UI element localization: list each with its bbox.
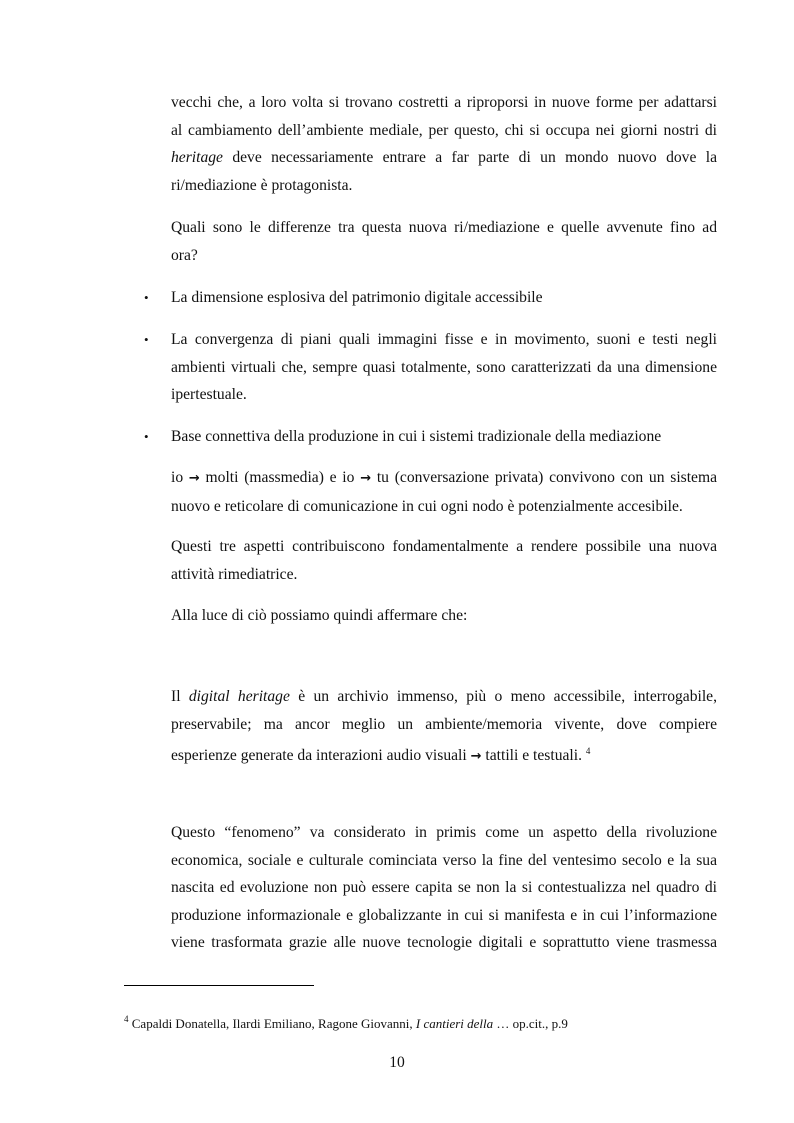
footnote-reference[interactable]: 4: [585, 746, 591, 756]
paragraph-aspects: [171, 533, 717, 588]
text-span: … op.cit., p.9: [493, 1016, 568, 1031]
text-line: viene trasformata grazie alle nuove tecnologie digitali e soprattutto viene trasmessa: [171, 934, 717, 951]
bullet-item: [171, 284, 717, 312]
text-line: preservabile; ma ancor meglio un ambiente/memoria vivente, dove compiere: [171, 715, 717, 733]
text-line: [171, 144, 717, 172]
text-span: molti (massmedia) e io: [199, 469, 361, 486]
text-span: è un archivio immenso, più o meno accessibile, interrogabile,: [289, 688, 717, 705]
text-line: Base connettiva della produzione in cui i sistemi tradizionale della mediazione: [171, 428, 662, 445]
paragraph-communication: [171, 464, 717, 520]
footnote-separator: [124, 985, 314, 986]
text-line: La dimensione esplosiva del patrimonio digitale accessibile: [171, 289, 543, 306]
bullet-item: [171, 423, 717, 451]
bullet-marker: •: [144, 290, 149, 305]
text-line: Quali sono le differenze tra questa nuova ri/mediazione e quelle avvenute fino ad: [171, 219, 717, 236]
footnote: [124, 1010, 724, 1033]
bullet-marker: •: [144, 332, 149, 347]
text-line: nuovo e reticolare di comunicazione in cui ogni nodo è potenzialmente accesibile.: [171, 497, 683, 515]
text-line: vecchi che, a loro volta si trovano costretti a riproporsi in nuove forme per adattarsi: [171, 94, 717, 111]
italic-term: heritage: [171, 149, 223, 166]
text-line: Questi tre aspetti contribuiscono fondamentalmente a rendere possibile una nuova: [171, 538, 717, 555]
page-number: 10: [389, 1054, 405, 1071]
text-line: [171, 464, 717, 493]
text-line: ora?: [171, 246, 198, 264]
italic-term: digital heritage: [188, 688, 290, 705]
text-line: Alla luce di ciò possiamo quindi affermare che:: [171, 607, 468, 624]
text-span: Il: [171, 688, 189, 705]
paragraph-question: [171, 214, 717, 269]
arrow-right-icon: →: [360, 471, 372, 486]
arrow-right-icon: →: [470, 749, 482, 764]
paragraph-conclusion-intro: [171, 602, 717, 630]
footnote-number: 4: [124, 1014, 129, 1024]
text-line: al cambiamento dell’ambiente mediale, per questo, chi si occupa nei giorni nostri di: [171, 121, 717, 139]
bullet-item: [171, 326, 717, 409]
text-line: produzione informazionale e globalizzante in cui si manifesta e in cui l’informazione: [171, 906, 717, 924]
text-line: [171, 683, 717, 711]
arrow-right-icon: →: [188, 471, 200, 486]
text-line: Questo “fenomeno” va considerato in primis come un aspetto della rivoluzione: [171, 824, 717, 841]
text-span: esperienze generate da interazioni audio visuali: [171, 747, 471, 764]
text-span: deve necessariamente entrare a far parte di un mondo nuovo dove la: [222, 149, 717, 166]
text-span: Capaldi Donatella, Ilardi Emiliano, Ragone Giovanni,: [128, 1016, 416, 1031]
italic-title: I cantieri della: [415, 1016, 494, 1031]
text-line: [171, 738, 717, 771]
text-line: economica, sociale e culturale cominciata verso la fine del ventesimo secolo e la sua: [171, 851, 717, 869]
text-span: io: [171, 469, 189, 486]
bullet-marker: •: [144, 429, 149, 444]
text-line: ipertestuale.: [171, 386, 247, 403]
text-line: La convergenza di piani quali immagini fisse e in movimento, suoni e testi negli: [171, 331, 717, 348]
text-line: ambienti virtuali che, sempre quasi totalmente, sono caratterizzati da una dimensione: [171, 358, 717, 376]
paragraph-phenomenon: [171, 819, 717, 957]
text-span: tattili e testuali.: [481, 747, 586, 764]
paragraph-continuation: [171, 89, 717, 199]
text-line: nascita ed evoluzione non può essere capita se non la si contestualizza nel quadro di: [171, 879, 717, 896]
text-span: tu (conversazione privata) convivono con un sistema: [371, 469, 718, 486]
paragraph-digital-heritage: [171, 683, 717, 771]
text-line: ri/mediazione è protagonista.: [171, 176, 353, 194]
text-line: attività rimediatrice.: [171, 565, 298, 583]
